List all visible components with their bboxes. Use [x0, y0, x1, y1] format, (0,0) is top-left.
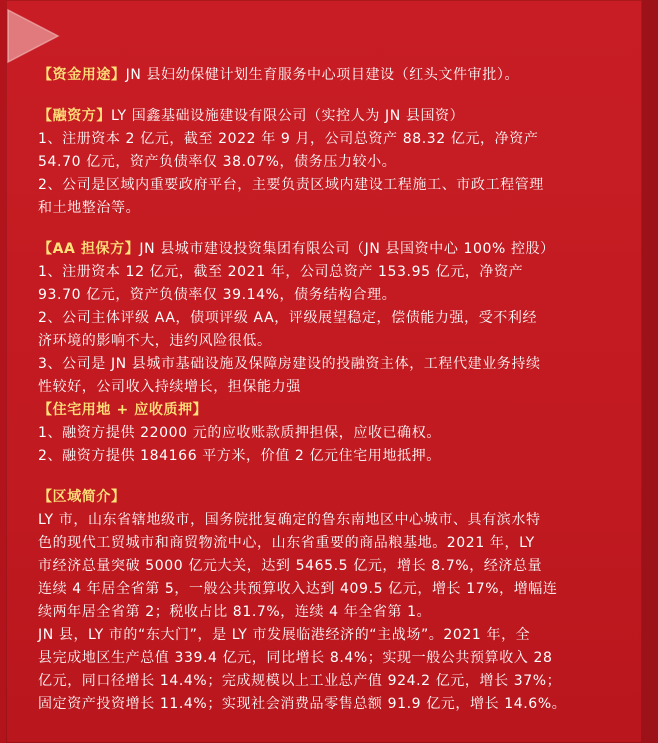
- fund-use-heading: 【资金用途】: [38, 67, 126, 83]
- guarantor-heading: 【AA 担保方】: [38, 241, 140, 257]
- document-body: [38, 64, 638, 716]
- financier-item: 54.70 亿元，资产负债率仅 38.07%，债务压力较小。: [38, 154, 397, 170]
- financier-text: LY 国鑫基础设施建设有限公司（实控人为 JN 县国资）: [111, 108, 465, 124]
- region-item: LY 市，山东省辖地级市，国务院批复确定的鲁东南地区中心城市、具有滨水特: [38, 512, 541, 528]
- region-item: 续两年居全省第 2；税收占比 81.7%，连续 4 年全省第 1。: [38, 604, 432, 620]
- financier-line: [38, 105, 638, 128]
- region-item: JN 县，LY 市的“东大门”，是 LY 市发展临港经济的“主战场”。2021 年，全: [38, 627, 531, 643]
- guarantor-item: 93.70 亿元，资产负债率仅 39.14%，债务结构合理。: [38, 287, 397, 303]
- guarantor-item: 3、公司是 JN 县城市基础设施及保障房建设的投融资主体，工程代建业务持续: [38, 356, 541, 372]
- right-border-band: [642, 0, 658, 743]
- guarantor-item: 1、注册资本 12 亿元，截至 2021 年，公司总资产 153.95 亿元，净资产: [38, 264, 524, 280]
- financier-item: 1、注册资本 2 亿元，截至 2022 年 9 月，公司总资产 88.32 亿元，净资产: [38, 131, 539, 147]
- region-item: 色的现代工贸城市和商贸物流中心，山东省重要的商品粮基地。2021 年，LY: [38, 535, 535, 551]
- financier-item: 和土地整治等。: [38, 200, 141, 216]
- play-arrow-icon: [0, 6, 70, 66]
- fund-use-text: JN 县妇幼保健计划生育服务中心项目建设（红头文件审批）。: [125, 67, 520, 83]
- guarantor-text: JN 县城市建设投资集团有限公司（JN 县国资中心 100% 控股）: [139, 241, 555, 257]
- collateral-item: 2、融资方提供 184166 平方米，价值 2 亿元住宅用地抵押。: [38, 448, 441, 464]
- financier-item: 2、公司是区域内重要政府平台，主要负责区域内建设工程施工、市政工程管理: [38, 177, 544, 193]
- guarantor-item: 济环境的影响不大，违约风险很低。: [38, 333, 272, 349]
- fund-use-line: [38, 64, 638, 87]
- region-item: 市经济总量突破 5000 亿元大关，达到 5465.5 亿元，增长 8.7%，经济总量: [38, 558, 543, 574]
- region-item: 亿元，同口径增长 14.4%；完成规模以上工业总产值 924.2 亿元，增长 37%；: [38, 673, 562, 689]
- collateral-heading: 【住宅用地 + 应收质押】: [38, 402, 208, 418]
- financier-heading: 【融资方】: [38, 108, 111, 124]
- guarantor-item: 2、公司主体评级 AA，债项评级 AA，评级展望稳定，偿债能力强，受不利经: [38, 310, 538, 326]
- collateral-item: 1、融资方提供 22000 元的应收账款质押担保，应收已确权。: [38, 425, 441, 441]
- region-heading: 【区域简介】: [38, 489, 126, 505]
- guarantor-line: [38, 238, 638, 261]
- guarantor-item: 性较好，公司收入持续增长，担保能力强: [38, 379, 301, 395]
- region-item: 固定资产投资增长 11.4%；实现社会消费品零售总额 91.9 亿元，增长 14.6%。: [38, 696, 567, 712]
- region-item: 县完成地区生产总值 339.4 亿元，同比增长 8.4%；实现一般公共预算收入 28: [38, 650, 553, 666]
- region-item: 连续 4 年居全省第 5，一般公共预算收入达到 409.5 亿元，增长 17%，增幅连: [38, 581, 558, 597]
